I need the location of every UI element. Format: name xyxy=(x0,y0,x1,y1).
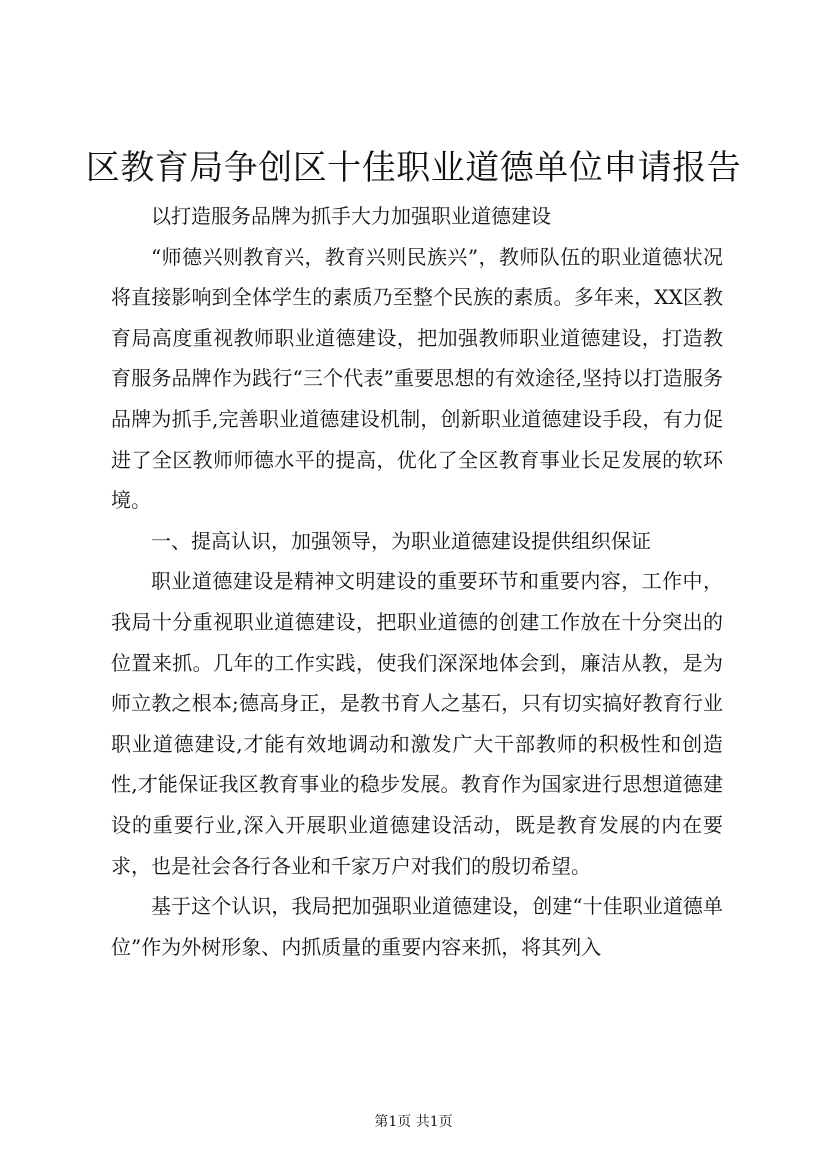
body-paragraph: 职业道德建设是精神文明建设的重要环节和重要内容，工作中，我局十分重视职业道德建设，把职业道德的创建工作放在十分突出的位置来抓。几年的工作实践，使我们深深地体会到，廉洁从教，是为师立教之根本;德高身正，是教书育人之基石，只有切实搞好教育行业职业道德建设,才能有效地调动和激发广大干部教师的积极性和创造性,才能保证我区教育事业的稳步发展。教育作为国家进行思想道德建设的重要行业,深入开展职业道德建设活动，既是教育发展的内在要求，也是社会各行各业和千家万户对我们的殷切希望。 xyxy=(111,569,723,878)
document-body xyxy=(111,196,723,967)
subtitle-paragraph: 以打造服务品牌为抓手大力加强职业道德建设 xyxy=(151,204,551,228)
document-title: 区教育局争创区十佳职业道德单位申请报告 xyxy=(85,148,742,188)
section-heading: 一、提高认识，加强领导，为职业道德建设提供组织保证 xyxy=(151,528,651,553)
body-paragraph: 基于这个认识，我局把加强职业道德建设，创建“十佳职业道德单位”作为外树形象、内抓质量的重要内容来抓，将其列入 xyxy=(111,894,723,959)
page-number: 第1页 共1页 xyxy=(374,1114,453,1130)
intro-paragraph: “师德兴则教育兴，教育兴则民族兴”，教师队伍的职业道德状况将直接影响到全体学生的素质乃至整个民族的素质。多年来，XX区教育局高度重视教师职业道德建设，把加强教师职业道德建设，打造教育服务品牌作为践行“三个代表”重要思想的有效途径,坚持以打造服务品牌为抓手,完善职业道德建设机制，创新职业道德建设手段，有力促进了全区教师师德水平的提高，优化了全区教育事业长足发展的软环境。 xyxy=(111,244,723,513)
